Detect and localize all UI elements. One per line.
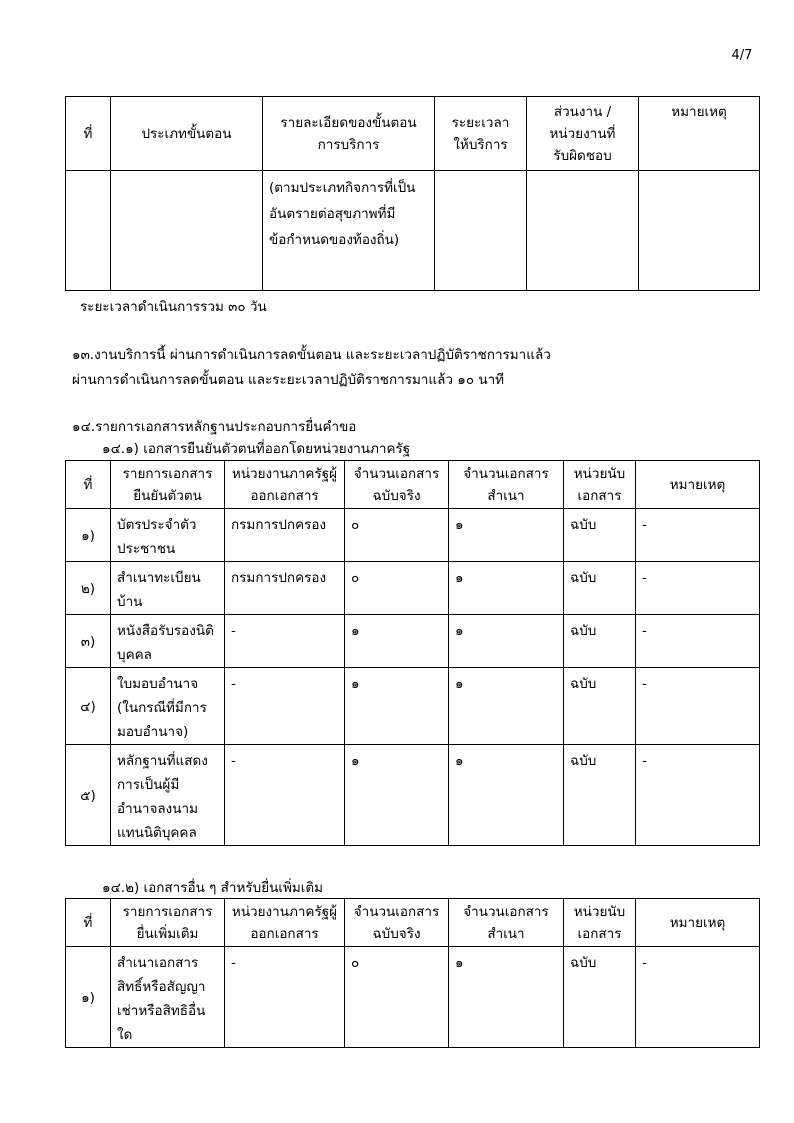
header-issuer-line1: หน่วยงานภาครัฐผู้	[231, 903, 338, 920]
cell-issuer: กรมการปกครอง	[225, 562, 345, 615]
document-name-line: หนังสือรับรองนิติ	[117, 623, 214, 639]
cell-step-type	[111, 171, 263, 291]
section-13-line1: ๑๓.งานบริการนี้ ผ่านการดำเนินการลดขั้นตอน และระยะเวลาปฏิบัติราชการมาแล้ว	[72, 347, 551, 363]
document-name-line: การเป็นผู้มี	[117, 777, 180, 793]
document-name-line: แทนนิติบุคคล	[117, 825, 197, 841]
cell-original-count: ๑	[345, 745, 449, 846]
header-issuer-line2: ออกเอกสาร	[250, 487, 319, 504]
document-name-line: เช่าหรือสิทธิอื่นใด	[117, 1003, 206, 1043]
header-unit-line2: เอกสาร	[577, 925, 622, 942]
cell-original-count: ๐	[345, 509, 449, 562]
document-name-line: ประชาชน	[117, 541, 176, 557]
header-remark: หมายเหตุ	[636, 461, 760, 509]
document-name-line: บ้าน	[117, 594, 143, 610]
detail-line: ข้อกำหนดของท้องถิ่น)	[269, 232, 400, 248]
header-unit-line1: หน่วยนับ	[573, 465, 626, 482]
section-14-title: ๑๔.รายการเอกสารหลักฐานประกอบการยื่นคำขอ	[72, 419, 357, 435]
header-copy-count-line1: จำนวนเอกสาร	[463, 903, 549, 920]
cell-unit: ฉบับ	[564, 668, 636, 745]
header-responsible-unit-line1: ส่วนงาน /	[553, 103, 612, 120]
cell-no: ๕)	[66, 745, 111, 846]
cell-no: ๓)	[66, 615, 111, 668]
header-copy-count	[449, 899, 564, 947]
header-issuer-line1: หน่วยงานภาครัฐผู้	[231, 465, 338, 482]
header-step-detail	[263, 97, 435, 171]
header-original-count-line1: จำนวนเอกสาร	[353, 465, 440, 482]
header-no: ที่	[66, 97, 111, 171]
cell-issuer: -	[225, 615, 345, 668]
header-document-name	[111, 899, 225, 947]
cell-original-count: ๑	[345, 668, 449, 745]
document-name-line: ใบมอบอำนาจ	[117, 676, 199, 692]
table-row	[66, 668, 760, 745]
table-row	[66, 745, 760, 846]
header-copy-count-line2: สำเนา	[487, 487, 525, 504]
header-remark: หมายเหตุ	[639, 97, 760, 171]
table-header-row	[66, 461, 760, 509]
table-row	[66, 947, 760, 1048]
cell-step-detail	[263, 171, 435, 291]
header-issuer	[225, 899, 345, 947]
identity-documents-table	[65, 460, 760, 846]
cell-document-name	[111, 745, 225, 846]
cell-document-name	[111, 947, 225, 1048]
section-14-1-title: ๑๔.๑) เอกสารยืนยันตัวตนที่ออกโดยหน่วยงานภาครัฐ	[102, 441, 411, 457]
cell-no: ๒)	[66, 562, 111, 615]
table-header-row	[66, 899, 760, 947]
header-original-count	[345, 899, 449, 947]
cell-copy-count: ๑	[449, 745, 564, 846]
document-name-line: สำเนาเอกสาร	[117, 955, 199, 971]
header-copy-count-line2: สำเนา	[487, 925, 525, 942]
header-remark: หมายเหตุ	[636, 899, 760, 947]
detail-line: อันตรายต่อสุขภาพที่มี	[269, 206, 396, 222]
cell-copy-count: ๑	[449, 615, 564, 668]
cell-issuer: -	[225, 668, 345, 745]
additional-documents-table	[65, 898, 760, 1048]
section-13-line2: ผ่านการดำเนินการลดขั้นตอน และระยะเวลาปฏิบัติราชการมาแล้ว ๑๐ นาที	[72, 372, 505, 388]
cell-remark: -	[636, 562, 760, 615]
document-name-line: (ในกรณีที่มีการ	[117, 700, 207, 716]
header-service-time-line1: ระยะเวลา	[451, 114, 510, 131]
header-document-name-line2: ยื่นเพิ่มเติม	[136, 925, 199, 942]
header-document-name-line2: ยืนยันตัวตน	[133, 487, 202, 504]
header-service-time-line2: ให้บริการ	[453, 136, 508, 153]
cell-no	[66, 171, 111, 291]
cell-copy-count: ๑	[449, 509, 564, 562]
cell-document-name	[111, 615, 225, 668]
header-original-count-line2: ฉบับจริง	[372, 487, 421, 504]
total-time: ระยะเวลาดำเนินการรวม ๓๐ วัน	[80, 299, 267, 315]
table-header-row	[66, 97, 760, 171]
cell-remark: -	[636, 668, 760, 745]
header-document-name-line1: รายการเอกสาร	[122, 465, 213, 482]
cell-copy-count: ๑	[449, 562, 564, 615]
cell-original-count: ๐	[345, 562, 449, 615]
table-row	[66, 171, 760, 291]
header-document-name	[111, 461, 225, 509]
cell-issuer: กรมการปกครอง	[225, 509, 345, 562]
cell-remark: -	[636, 615, 760, 668]
header-unit	[564, 899, 636, 947]
detail-line: (ตามประเภทกิจการที่เป็น	[269, 180, 416, 196]
cell-unit: ฉบับ	[564, 509, 636, 562]
header-responsible-unit	[527, 97, 639, 171]
cell-original-count: ๑	[345, 615, 449, 668]
cell-unit: ฉบับ	[564, 947, 636, 1048]
header-document-name-line1: รายการเอกสาร	[122, 903, 213, 920]
header-unit-line2: เอกสาร	[577, 487, 622, 504]
header-step-type: ประเภทขั้นตอน	[111, 97, 263, 171]
header-unit-line1: หน่วยนับ	[573, 903, 626, 920]
cell-document-name	[111, 562, 225, 615]
cell-original-count: ๐	[345, 947, 449, 1048]
cell-issuer: -	[225, 745, 345, 846]
cell-issuer: -	[225, 947, 345, 1048]
cell-document-name	[111, 668, 225, 745]
table-row	[66, 615, 760, 668]
header-original-count-line1: จำนวนเอกสาร	[353, 903, 440, 920]
document-name-line: บัตรประจำตัว	[117, 517, 197, 533]
cell-service-time	[435, 171, 527, 291]
document-name-line: หลักฐานที่แสดง	[117, 753, 208, 769]
document-name-line: มอบอำนาจ)	[117, 724, 189, 740]
document-name-line: อำนาจลงนาม	[117, 801, 198, 817]
document-name-line: บุคคล	[117, 647, 152, 663]
table-row	[66, 509, 760, 562]
header-no: ที่	[66, 461, 111, 509]
header-copy-count-line1: จำนวนเอกสาร	[463, 465, 549, 482]
cell-unit: ฉบับ	[564, 615, 636, 668]
cell-copy-count: ๑	[449, 947, 564, 1048]
cell-copy-count: ๑	[449, 668, 564, 745]
header-no: ที่	[66, 899, 111, 947]
header-service-time	[435, 97, 527, 171]
cell-remark	[639, 171, 760, 291]
cell-no: ๔)	[66, 668, 111, 745]
cell-remark: -	[636, 947, 760, 1048]
table-row	[66, 562, 760, 615]
service-steps-table	[65, 96, 760, 291]
header-step-detail-line1: รายละเอียดของขั้นตอน	[280, 114, 417, 131]
page-number: 4/7	[731, 48, 753, 63]
cell-no: ๑)	[66, 947, 111, 1048]
document-name-line: สิทธิ์หรือสัญญา	[117, 979, 206, 995]
cell-remark: -	[636, 509, 760, 562]
header-original-count	[345, 461, 449, 509]
header-copy-count	[449, 461, 564, 509]
header-step-detail-line2: การบริการ	[317, 136, 380, 153]
header-issuer-line2: ออกเอกสาร	[250, 925, 319, 942]
header-issuer	[225, 461, 345, 509]
cell-unit: ฉบับ	[564, 562, 636, 615]
cell-no: ๑)	[66, 509, 111, 562]
cell-responsible-unit	[527, 171, 639, 291]
cell-document-name	[111, 509, 225, 562]
cell-remark: -	[636, 745, 760, 846]
section-14-2-title: ๑๔.๒) เอกสารอื่น ๆ สำหรับยื่นเพิ่มเติม	[102, 880, 324, 896]
header-responsible-unit-line2: หน่วยงานที่	[549, 125, 616, 142]
header-original-count-line2: ฉบับจริง	[372, 925, 421, 942]
document-name-line: สำเนาทะเบียน	[117, 570, 201, 586]
header-unit	[564, 461, 636, 509]
cell-unit: ฉบับ	[564, 745, 636, 846]
header-responsible-unit-line3: รับผิดชอบ	[553, 147, 612, 164]
